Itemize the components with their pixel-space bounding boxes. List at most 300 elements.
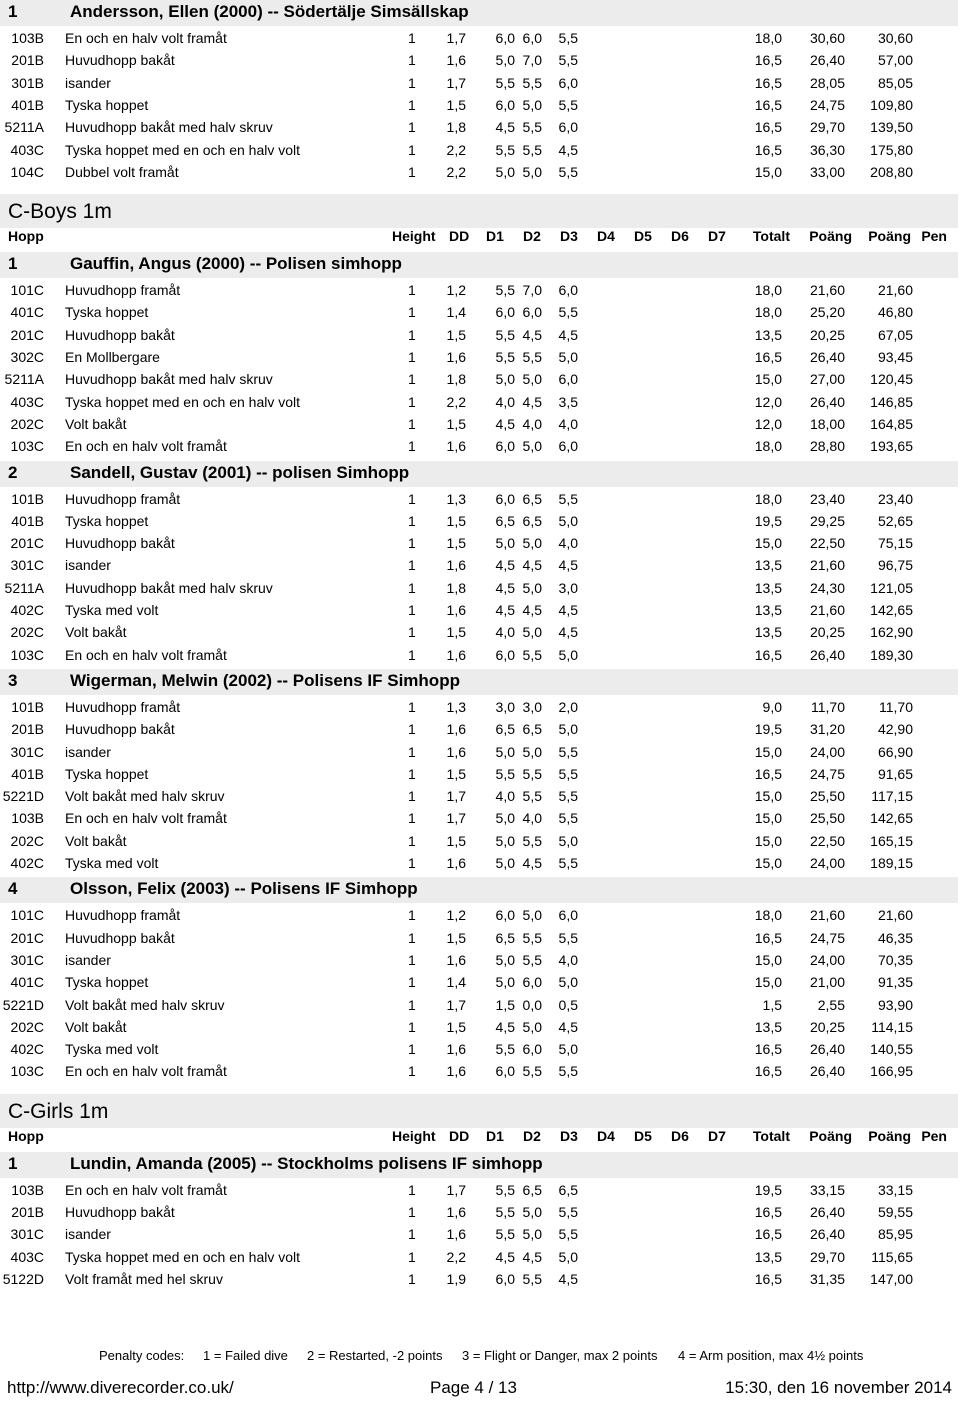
dive-dd: 1,7 <box>446 74 466 91</box>
dive-row <box>0 786 958 808</box>
dive-points: 31,20 <box>809 721 845 738</box>
dive-height: 1 <box>408 602 416 618</box>
dive-code: 5221D <box>2 996 44 1013</box>
athlete-header <box>0 1152 958 1178</box>
judge-score-3: 5,5 <box>558 1063 578 1080</box>
dive-code: 301C <box>10 743 44 760</box>
page-number: Page 4 / 13 <box>430 1378 517 1397</box>
cumulative-points: 142,65 <box>870 810 913 827</box>
dive-name: En och en halv volt framåt <box>65 30 227 46</box>
dive-total: 15,0 <box>754 974 782 991</box>
column-header-row <box>0 224 958 248</box>
dive-dd: 1,6 <box>446 855 466 871</box>
dive-dd: 1,8 <box>446 371 466 388</box>
judge-score-1: 4,0 <box>495 624 515 641</box>
dive-name: Tyska hoppet med en och en halv volt <box>65 141 301 158</box>
cumulative-points: 147,00 <box>870 1270 913 1287</box>
dive-code: 103B <box>11 810 44 827</box>
dive-code: 401C <box>10 974 44 991</box>
dive-height: 1 <box>408 1204 416 1220</box>
dive-row <box>0 369 958 391</box>
dive-code: 301C <box>10 557 44 574</box>
dive-code: 403C <box>10 141 44 158</box>
dive-row <box>0 392 958 414</box>
col-header-total: Totalt <box>752 228 790 245</box>
dive-points: 22,50 <box>809 535 845 552</box>
judge-score-3: 3,0 <box>558 579 578 596</box>
dive-points: 23,40 <box>809 490 845 507</box>
judge-score-2: 5,0 <box>522 535 542 552</box>
dive-dd: 1,2 <box>446 907 466 924</box>
dive-code: 301C <box>10 1226 44 1243</box>
col-header-d4: D4 <box>597 1127 615 1144</box>
judge-score-2: 6,5 <box>522 490 542 507</box>
judge-score-1: 4,5 <box>495 602 515 618</box>
dive-points: 21,00 <box>809 974 845 991</box>
dive-code: 401C <box>10 304 44 321</box>
col-header-d3: D3 <box>560 228 578 245</box>
cumulative-points: 146,85 <box>870 393 913 410</box>
dive-dd: 1,7 <box>446 810 466 827</box>
dive-row <box>0 280 958 302</box>
dive-dd: 1,6 <box>446 646 466 663</box>
dive-row <box>0 1039 958 1061</box>
dive-total: 16,5 <box>754 1226 782 1243</box>
dive-height: 1 <box>408 512 416 529</box>
col-header-total: Totalt <box>752 1127 790 1144</box>
dive-total: 15,0 <box>754 810 782 827</box>
dive-points: 33,15 <box>809 1181 845 1198</box>
print-datetime: 15:30, den 16 november 2014 <box>725 1378 952 1397</box>
judge-score-3: 5,5 <box>558 163 578 180</box>
cumulative-points: 208,80 <box>870 163 913 180</box>
judge-score-1: 5,0 <box>495 974 515 991</box>
penalty-label: Penalty codes: <box>99 1348 185 1363</box>
cumulative-points: 93,90 <box>877 996 913 1013</box>
dive-height: 1 <box>408 624 416 641</box>
cumulative-points: 30,60 <box>877 30 913 46</box>
judge-score-2: 5,0 <box>522 163 542 180</box>
dive-code: 401B <box>11 96 44 113</box>
dive-points: 21,60 <box>809 557 845 574</box>
dive-points: 29,70 <box>809 1248 845 1265</box>
dive-points: 22,50 <box>809 832 845 849</box>
dive-dd: 1,6 <box>446 1063 466 1080</box>
dive-total: 15,0 <box>754 855 782 871</box>
dive-name: isander <box>65 951 111 968</box>
dive-total: 15,0 <box>754 743 782 760</box>
judge-score-1: 5,0 <box>495 163 515 180</box>
dive-code: 401B <box>11 512 44 529</box>
dive-height: 1 <box>408 579 416 596</box>
dive-code: 402C <box>10 602 44 618</box>
dive-name: Dubbel volt framåt <box>65 163 179 180</box>
dive-height: 1 <box>408 765 416 782</box>
dive-row <box>0 511 958 533</box>
dive-points: 36,30 <box>809 141 845 158</box>
dive-dd: 1,5 <box>446 512 466 529</box>
athlete-place: 1 <box>8 254 18 274</box>
dive-dd: 1,7 <box>446 30 466 46</box>
dive-total: 16,5 <box>754 765 782 782</box>
athlete-name: Andersson, Ellen (2000) -- Södertälje Simsällskap <box>70 2 469 21</box>
dive-name: isander <box>65 557 111 574</box>
cumulative-points: 120,45 <box>870 371 913 388</box>
dive-row <box>0 533 958 555</box>
judge-score-3: 5,0 <box>558 646 578 663</box>
dive-total: 19,5 <box>754 1181 782 1198</box>
judge-score-3: 5,5 <box>558 765 578 782</box>
judge-score-1: 4,0 <box>495 788 515 805</box>
dive-row <box>0 325 958 347</box>
dive-points: 31,35 <box>809 1270 845 1287</box>
judge-score-1: 4,5 <box>495 579 515 596</box>
dive-row <box>0 742 958 764</box>
athlete-name: Lundin, Amanda (2005) -- Stockholms polisens IF simhopp <box>70 1153 543 1173</box>
dive-total: 15,0 <box>754 371 782 388</box>
judge-score-2: 6,0 <box>522 1041 542 1058</box>
col-header-height: Height <box>392 1127 436 1144</box>
judge-score-3: 5,5 <box>558 490 578 507</box>
judge-score-2: 5,0 <box>522 579 542 596</box>
dive-row <box>0 1180 958 1202</box>
dive-row <box>0 645 958 667</box>
dive-name: En och en halv volt framåt <box>65 1181 227 1198</box>
judge-score-2: 7,0 <box>522 52 542 69</box>
dive-name: Tyska med volt <box>65 1041 159 1058</box>
dive-height: 1 <box>408 996 416 1013</box>
col-header-d5: D5 <box>634 228 652 245</box>
dive-code: 202C <box>10 415 44 432</box>
col-header-points: Poäng <box>809 228 852 245</box>
dive-row <box>0 831 958 853</box>
judge-score-3: 5,5 <box>558 855 578 871</box>
dive-code: 5211A <box>4 371 44 388</box>
judge-score-1: 5,0 <box>495 52 515 69</box>
judge-score-2: 5,0 <box>522 624 542 641</box>
judge-score-3: 4,0 <box>558 535 578 552</box>
cumulative-points: 193,65 <box>870 438 913 455</box>
dive-height: 1 <box>408 30 416 46</box>
judge-score-2: 5,0 <box>522 438 542 455</box>
col-header-d1: D1 <box>486 228 504 245</box>
dive-row <box>0 808 958 830</box>
dive-name: En och en halv volt framåt <box>65 1063 227 1080</box>
footer-url-link[interactable]: http://www.diverecorder.co.uk/ <box>7 1378 234 1397</box>
col-header-pen: Pen <box>921 1127 947 1144</box>
penalty-code-2: 2 = Restarted, -2 points <box>307 1348 443 1363</box>
dive-dd: 1,6 <box>446 602 466 618</box>
judge-score-2: 5,5 <box>522 349 542 365</box>
judge-score-1: 6,0 <box>495 646 515 663</box>
dive-points: 20,25 <box>809 624 845 641</box>
judge-score-1: 5,0 <box>495 855 515 871</box>
judge-score-3: 4,0 <box>558 951 578 968</box>
judge-score-2: 5,0 <box>522 907 542 924</box>
dive-dd: 1,7 <box>446 996 466 1013</box>
dive-points: 20,25 <box>809 326 845 343</box>
dive-dd: 1,5 <box>446 326 466 343</box>
judge-score-3: 5,5 <box>558 30 578 46</box>
dive-name: Volt bakåt <box>65 832 127 849</box>
cumulative-points: 85,05 <box>877 74 913 91</box>
judge-score-2: 6,0 <box>522 304 542 321</box>
athlete-place: 4 <box>8 879 18 899</box>
dive-total: 13,5 <box>754 1248 782 1265</box>
dive-total: 18,0 <box>754 282 782 299</box>
dive-points: 26,40 <box>809 1063 845 1080</box>
judge-score-3: 5,0 <box>558 832 578 849</box>
dive-total: 16,5 <box>754 52 782 69</box>
athlete-name: Sandell, Gustav (2001) -- polisen Simhopp <box>70 462 410 482</box>
judge-score-2: 5,0 <box>522 96 542 113</box>
dive-dd: 1,5 <box>446 96 466 113</box>
cumulative-points: 166,95 <box>870 1063 913 1080</box>
dive-points: 24,00 <box>809 855 845 871</box>
dive-points: 21,60 <box>809 282 845 299</box>
dive-name: isander <box>65 1226 111 1243</box>
col-header-d3: D3 <box>560 1127 578 1144</box>
dive-row <box>0 719 958 741</box>
judge-score-3: 6,0 <box>558 119 578 136</box>
dive-points: 11,70 <box>811 698 845 715</box>
dive-height: 1 <box>408 929 416 946</box>
dive-total: 16,5 <box>754 1270 782 1287</box>
cumulative-points: 59,55 <box>877 1204 913 1220</box>
judge-score-2: 5,5 <box>522 119 542 136</box>
dive-row <box>0 600 958 622</box>
judge-score-2: 5,5 <box>522 141 542 158</box>
dive-name: Huvudhopp bakåt med halv skruv <box>65 579 273 596</box>
dive-height: 1 <box>408 1063 416 1080</box>
dive-row <box>0 414 958 436</box>
dive-code: 103B <box>11 1181 44 1198</box>
dive-height: 1 <box>408 490 416 507</box>
dive-code: 101B <box>11 698 44 715</box>
judge-score-3: 4,5 <box>558 1270 578 1287</box>
athlete-header <box>0 669 958 695</box>
dive-code: 201C <box>10 535 44 552</box>
dive-points: 25,20 <box>809 304 845 321</box>
judge-score-2: 5,5 <box>522 74 542 91</box>
judge-score-1: 4,0 <box>495 393 515 410</box>
dive-height: 1 <box>408 349 416 365</box>
judge-score-1: 6,0 <box>495 96 515 113</box>
dive-name: Huvudhopp framåt <box>65 907 181 924</box>
dive-code: 201B <box>11 721 44 738</box>
dive-dd: 1,6 <box>446 438 466 455</box>
dive-name: Huvudhopp bakåt <box>65 535 175 552</box>
dive-name: Volt bakåt <box>65 624 127 641</box>
col-header-d1: D1 <box>486 1127 504 1144</box>
dive-code: 5211A <box>4 579 44 596</box>
dive-total: 13,5 <box>754 1018 782 1035</box>
col-header-d4: D4 <box>597 228 615 245</box>
dive-total: 1,5 <box>762 996 782 1013</box>
dive-name: Huvudhopp framåt <box>65 282 181 299</box>
dive-row <box>0 489 958 511</box>
judge-score-1: 5,5 <box>495 74 515 91</box>
judge-score-3: 5,5 <box>558 1204 578 1220</box>
cumulative-points: 66,90 <box>877 743 913 760</box>
col-header-d2: D2 <box>523 228 541 245</box>
cumulative-points: 46,80 <box>877 304 913 321</box>
judge-score-3: 4,5 <box>558 624 578 641</box>
judge-score-3: 6,0 <box>558 74 578 91</box>
dive-total: 15,0 <box>754 951 782 968</box>
judge-score-3: 4,5 <box>558 326 578 343</box>
dive-points: 29,70 <box>809 119 845 136</box>
dive-height: 1 <box>408 646 416 663</box>
dive-points: 21,60 <box>809 907 845 924</box>
dive-dd: 1,6 <box>446 349 466 365</box>
judge-score-3: 5,5 <box>558 743 578 760</box>
dive-row <box>0 622 958 644</box>
dive-name: Tyska hoppet med en och en halv volt <box>65 1248 301 1265</box>
col-header-height: Height <box>392 228 436 245</box>
judge-score-1: 5,5 <box>495 141 515 158</box>
dive-row <box>0 972 958 994</box>
dive-total: 16,5 <box>754 119 782 136</box>
dive-row <box>0 853 958 875</box>
dive-total: 18,0 <box>754 490 782 507</box>
dive-height: 1 <box>408 119 416 136</box>
judge-score-1: 4,5 <box>495 1248 515 1265</box>
judge-score-1: 5,5 <box>495 765 515 782</box>
judge-score-3: 5,5 <box>558 788 578 805</box>
judge-score-3: 5,5 <box>558 52 578 69</box>
judge-score-2: 5,5 <box>522 832 542 849</box>
dive-total: 15,0 <box>754 788 782 805</box>
dive-code: 101C <box>10 282 44 299</box>
dive-dd: 1,5 <box>446 1018 466 1035</box>
dive-dd: 1,6 <box>446 1041 466 1058</box>
cumulative-points: 165,15 <box>870 832 913 849</box>
dive-code: 403C <box>10 393 44 410</box>
judge-score-3: 4,5 <box>558 141 578 158</box>
cumulative-points: 162,90 <box>870 624 913 641</box>
judge-score-2: 5,0 <box>522 1204 542 1220</box>
dive-row <box>0 995 958 1017</box>
dive-row <box>0 1061 958 1083</box>
dive-dd: 1,5 <box>446 832 466 849</box>
judge-score-1: 5,5 <box>495 1226 515 1243</box>
dive-total: 13,5 <box>754 624 782 641</box>
judge-score-3: 5,0 <box>558 349 578 365</box>
judge-score-2: 5,5 <box>522 951 542 968</box>
dive-name: Tyska hoppet <box>65 304 149 321</box>
judge-score-1: 6,0 <box>495 490 515 507</box>
dive-row <box>0 28 958 50</box>
cumulative-points: 21,60 <box>877 282 913 299</box>
dive-total: 16,5 <box>754 1063 782 1080</box>
dive-height: 1 <box>408 438 416 455</box>
dive-code: 401B <box>11 765 44 782</box>
dive-height: 1 <box>408 141 416 158</box>
judge-score-3: 5,5 <box>558 96 578 113</box>
dive-height: 1 <box>408 557 416 574</box>
dive-height: 1 <box>408 96 416 113</box>
dive-total: 16,5 <box>754 646 782 663</box>
dive-total: 18,0 <box>754 304 782 321</box>
dive-name: Huvudhopp bakåt med halv skruv <box>65 371 273 388</box>
judge-score-1: 6,5 <box>495 929 515 946</box>
dive-code: 103C <box>10 646 44 663</box>
dive-name: Volt bakåt med halv skruv <box>65 996 225 1013</box>
cumulative-points: 189,15 <box>870 855 913 871</box>
judge-score-1: 5,5 <box>495 1204 515 1220</box>
judge-score-1: 5,0 <box>495 951 515 968</box>
judge-score-2: 6,5 <box>522 721 542 738</box>
dive-points: 24,00 <box>809 743 845 760</box>
cumulative-points: 33,15 <box>877 1181 913 1198</box>
dive-dd: 1,5 <box>446 535 466 552</box>
cumulative-points: 164,85 <box>870 415 913 432</box>
col-header-cumulative: Poäng <box>868 1127 911 1144</box>
dive-total: 18,0 <box>754 30 782 46</box>
dive-dd: 1,7 <box>446 788 466 805</box>
cumulative-points: 140,55 <box>870 1041 913 1058</box>
dive-code: 201C <box>10 326 44 343</box>
dive-total: 12,0 <box>754 415 782 432</box>
cumulative-points: 70,35 <box>877 951 913 968</box>
col-header-d5: D5 <box>634 1127 652 1144</box>
cumulative-points: 142,65 <box>870 602 913 618</box>
dive-dd: 1,4 <box>446 304 466 321</box>
dive-name: En och en halv volt framåt <box>65 646 227 663</box>
judge-score-2: 4,5 <box>522 557 542 574</box>
col-header-d6: D6 <box>671 1127 689 1144</box>
section-title: C-Girls 1m <box>8 1099 109 1123</box>
dive-height: 1 <box>408 415 416 432</box>
dive-height: 1 <box>408 163 416 180</box>
cumulative-points: 96,75 <box>877 557 913 574</box>
dive-row <box>0 95 958 117</box>
judge-score-1: 6,5 <box>495 721 515 738</box>
col-header-cumulative: Poäng <box>868 228 911 245</box>
dive-dd: 1,9 <box>446 1270 466 1287</box>
dive-name: Huvudhopp bakåt <box>65 52 175 69</box>
judge-score-2: 6,5 <box>522 512 542 529</box>
dive-row <box>0 140 958 162</box>
dive-points: 2,55 <box>817 996 845 1013</box>
athlete-name: Wigerman, Melwin (2002) -- Polisens IF Simhopp <box>70 670 460 690</box>
judge-score-3: 5,5 <box>558 810 578 827</box>
dive-total: 16,5 <box>754 74 782 91</box>
col-header-d7: D7 <box>708 1127 726 1144</box>
dive-name: Huvudhopp bakåt <box>65 721 175 738</box>
dive-code: 101C <box>10 907 44 924</box>
dive-code: 103C <box>10 1063 44 1080</box>
dive-row <box>0 1224 958 1246</box>
dive-height: 1 <box>408 951 416 968</box>
judge-score-1: 5,0 <box>495 810 515 827</box>
dive-code: 301B <box>11 74 44 91</box>
judge-score-1: 6,0 <box>495 1270 515 1287</box>
dive-name: Tyska hoppet <box>65 96 149 113</box>
cumulative-points: 175,80 <box>870 141 913 158</box>
judge-score-2: 4,5 <box>522 855 542 871</box>
dive-points: 26,40 <box>809 52 845 69</box>
athlete-header <box>0 0 958 26</box>
athlete-place: 1 <box>8 1153 18 1173</box>
dive-height: 1 <box>408 721 416 738</box>
dive-name: En och en halv volt framåt <box>65 810 227 827</box>
dive-code: 302C <box>10 349 44 365</box>
dive-dd: 1,6 <box>446 951 466 968</box>
dive-name: Huvudhopp framåt <box>65 490 181 507</box>
judge-score-3: 5,5 <box>558 1226 578 1243</box>
